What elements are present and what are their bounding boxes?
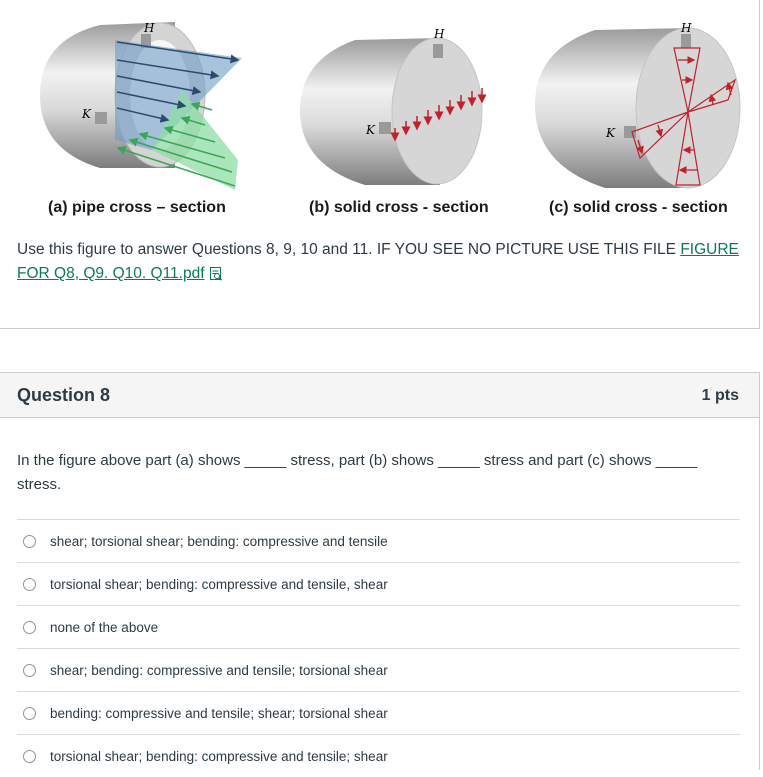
caption-c: (c) solid cross - section [549,199,728,216]
answer-option[interactable] [17,691,740,734]
point-h-marker [681,34,691,48]
answer-label: torsional shear; bending: compressive and tensile, shear [50,576,388,592]
torsion-cylinder [535,21,740,188]
figure-pdf-link[interactable]: FIGURE FOR Q8, Q9. Q10. Q11.pdf [17,241,739,282]
answer-option[interactable] [17,562,740,605]
caption-b: (b) solid cross - section [309,199,489,216]
instructions-text: Use this figure to answer Questions 8, 9, 10 and 11. IF YOU SEE NO PICTURE USE THIS FILE [17,241,681,258]
document-preview-icon[interactable] [209,265,223,289]
point-k-marker [95,112,107,124]
label-k: K [366,123,375,137]
question-header [0,373,759,418]
label-k: K [606,126,615,140]
point-h-marker [433,44,443,58]
instructions [17,238,747,289]
answer-option[interactable] [17,734,740,777]
caption-a: (a) pipe cross – section [48,199,226,216]
point-k-marker [624,126,636,138]
pipe-cylinder [40,21,242,190]
bending-cylinder [300,27,482,185]
radio-button[interactable] [23,750,36,763]
question-points: 1 pts [701,387,739,404]
label-h: H [681,21,692,35]
answer-label: shear; bending: compressive and tensile; torsional shear [50,662,388,678]
point-k-marker [379,122,391,134]
stress-figure [0,0,760,230]
answer-list [17,519,740,777]
answer-option[interactable] [17,519,740,562]
answer-label: torsional shear; bending: compressive and tensile; shear [50,748,388,764]
radio-button[interactable] [23,707,36,720]
radio-button[interactable] [23,621,36,634]
label-h: H [144,21,155,35]
answer-label: bending: compressive and tensile; shear; torsional shear [50,705,388,721]
answer-option[interactable] [17,648,740,691]
question-card [0,372,760,770]
label-k: K [82,107,91,121]
question-title: Question 8 [17,385,111,405]
radio-button[interactable] [23,535,36,548]
label-h: H [434,27,445,41]
answer-option[interactable] [17,605,740,648]
question-text: In the figure above part (a) shows _____ stress, part (b) shows _____ stress and part (c) shows _____ stress. [17,452,698,493]
answer-label: shear; torsional shear; bending: compressive and tensile [50,533,388,549]
radio-button[interactable] [23,578,36,591]
answer-label: none of the above [50,619,159,635]
figure-card [0,0,760,329]
radio-button[interactable] [23,664,36,677]
